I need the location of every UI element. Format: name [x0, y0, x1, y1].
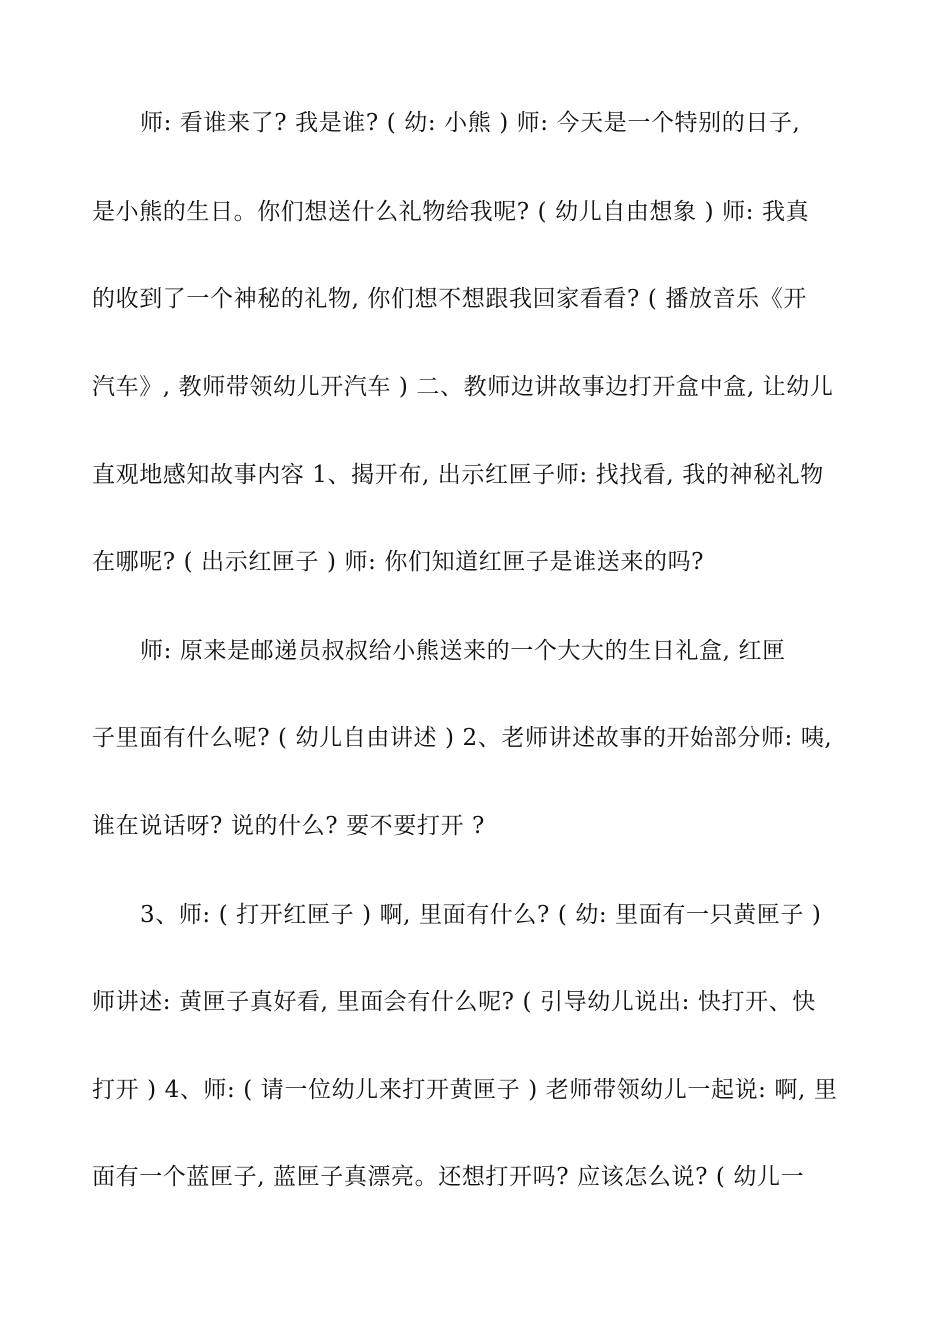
paragraph-line-8: 子里面有什么呢? ( 幼儿自由讲述 ) 2、老师讲述故事的开始部分师: 咦,	[92, 725, 833, 751]
paragraph-line-7: 师: 原来是邮递员叔叔给小熊送来的一个大大的生日礼盒, 红匣	[140, 638, 786, 664]
paragraph-line-10: 3、师: ( 打开红匣子 ) 啊, 里面有什么? ( 幼: 里面有一只黄匣子 )	[140, 902, 822, 928]
paragraph-line-13: 面有一个蓝匣子, 蓝匣子真漂亮。还想打开吗? 应该怎么说? ( 幼儿一	[92, 1164, 805, 1190]
paragraph-line-4: 汽车》, 教师带领幼儿开汽车 ) 二、教师边讲故事边打开盒中盒, 让幼儿	[92, 374, 834, 400]
paragraph-line-9: 谁在说话呀? 说的什么? 要不要打开 ?	[92, 813, 485, 839]
paragraph-line-5: 直观地感知故事内容 1、揭开布, 出示红匣子师: 找找看, 我的神秘礼物	[92, 462, 824, 488]
paragraph-line-2: 是小熊的生日。你们想送什么礼物给我呢? ( 幼儿自由想象 ) 师: 我真	[92, 199, 810, 225]
paragraph-line-6: 在哪呢? ( 出示红匣子 ) 师: 你们知道红匣子是谁送来的吗?	[92, 549, 705, 575]
paragraph-line-1: 师: 看谁来了? 我是谁? ( 幼: 小熊 ) 师: 今天是一个特别的日子,	[140, 110, 801, 136]
paragraph-line-11: 师讲述: 黄匣子真好看, 里面会有什么呢? ( 引导幼儿说出: 快打开、快	[92, 989, 816, 1015]
paragraph-line-3: 的收到了一个神秘的礼物, 你们想不想跟我回家看看? ( 播放音乐《开	[92, 286, 807, 312]
paragraph-line-12: 打开 ) 4、师: ( 请一位幼儿来打开黄匣子 ) 老师带领幼儿一起说: 啊, 里	[92, 1077, 838, 1103]
